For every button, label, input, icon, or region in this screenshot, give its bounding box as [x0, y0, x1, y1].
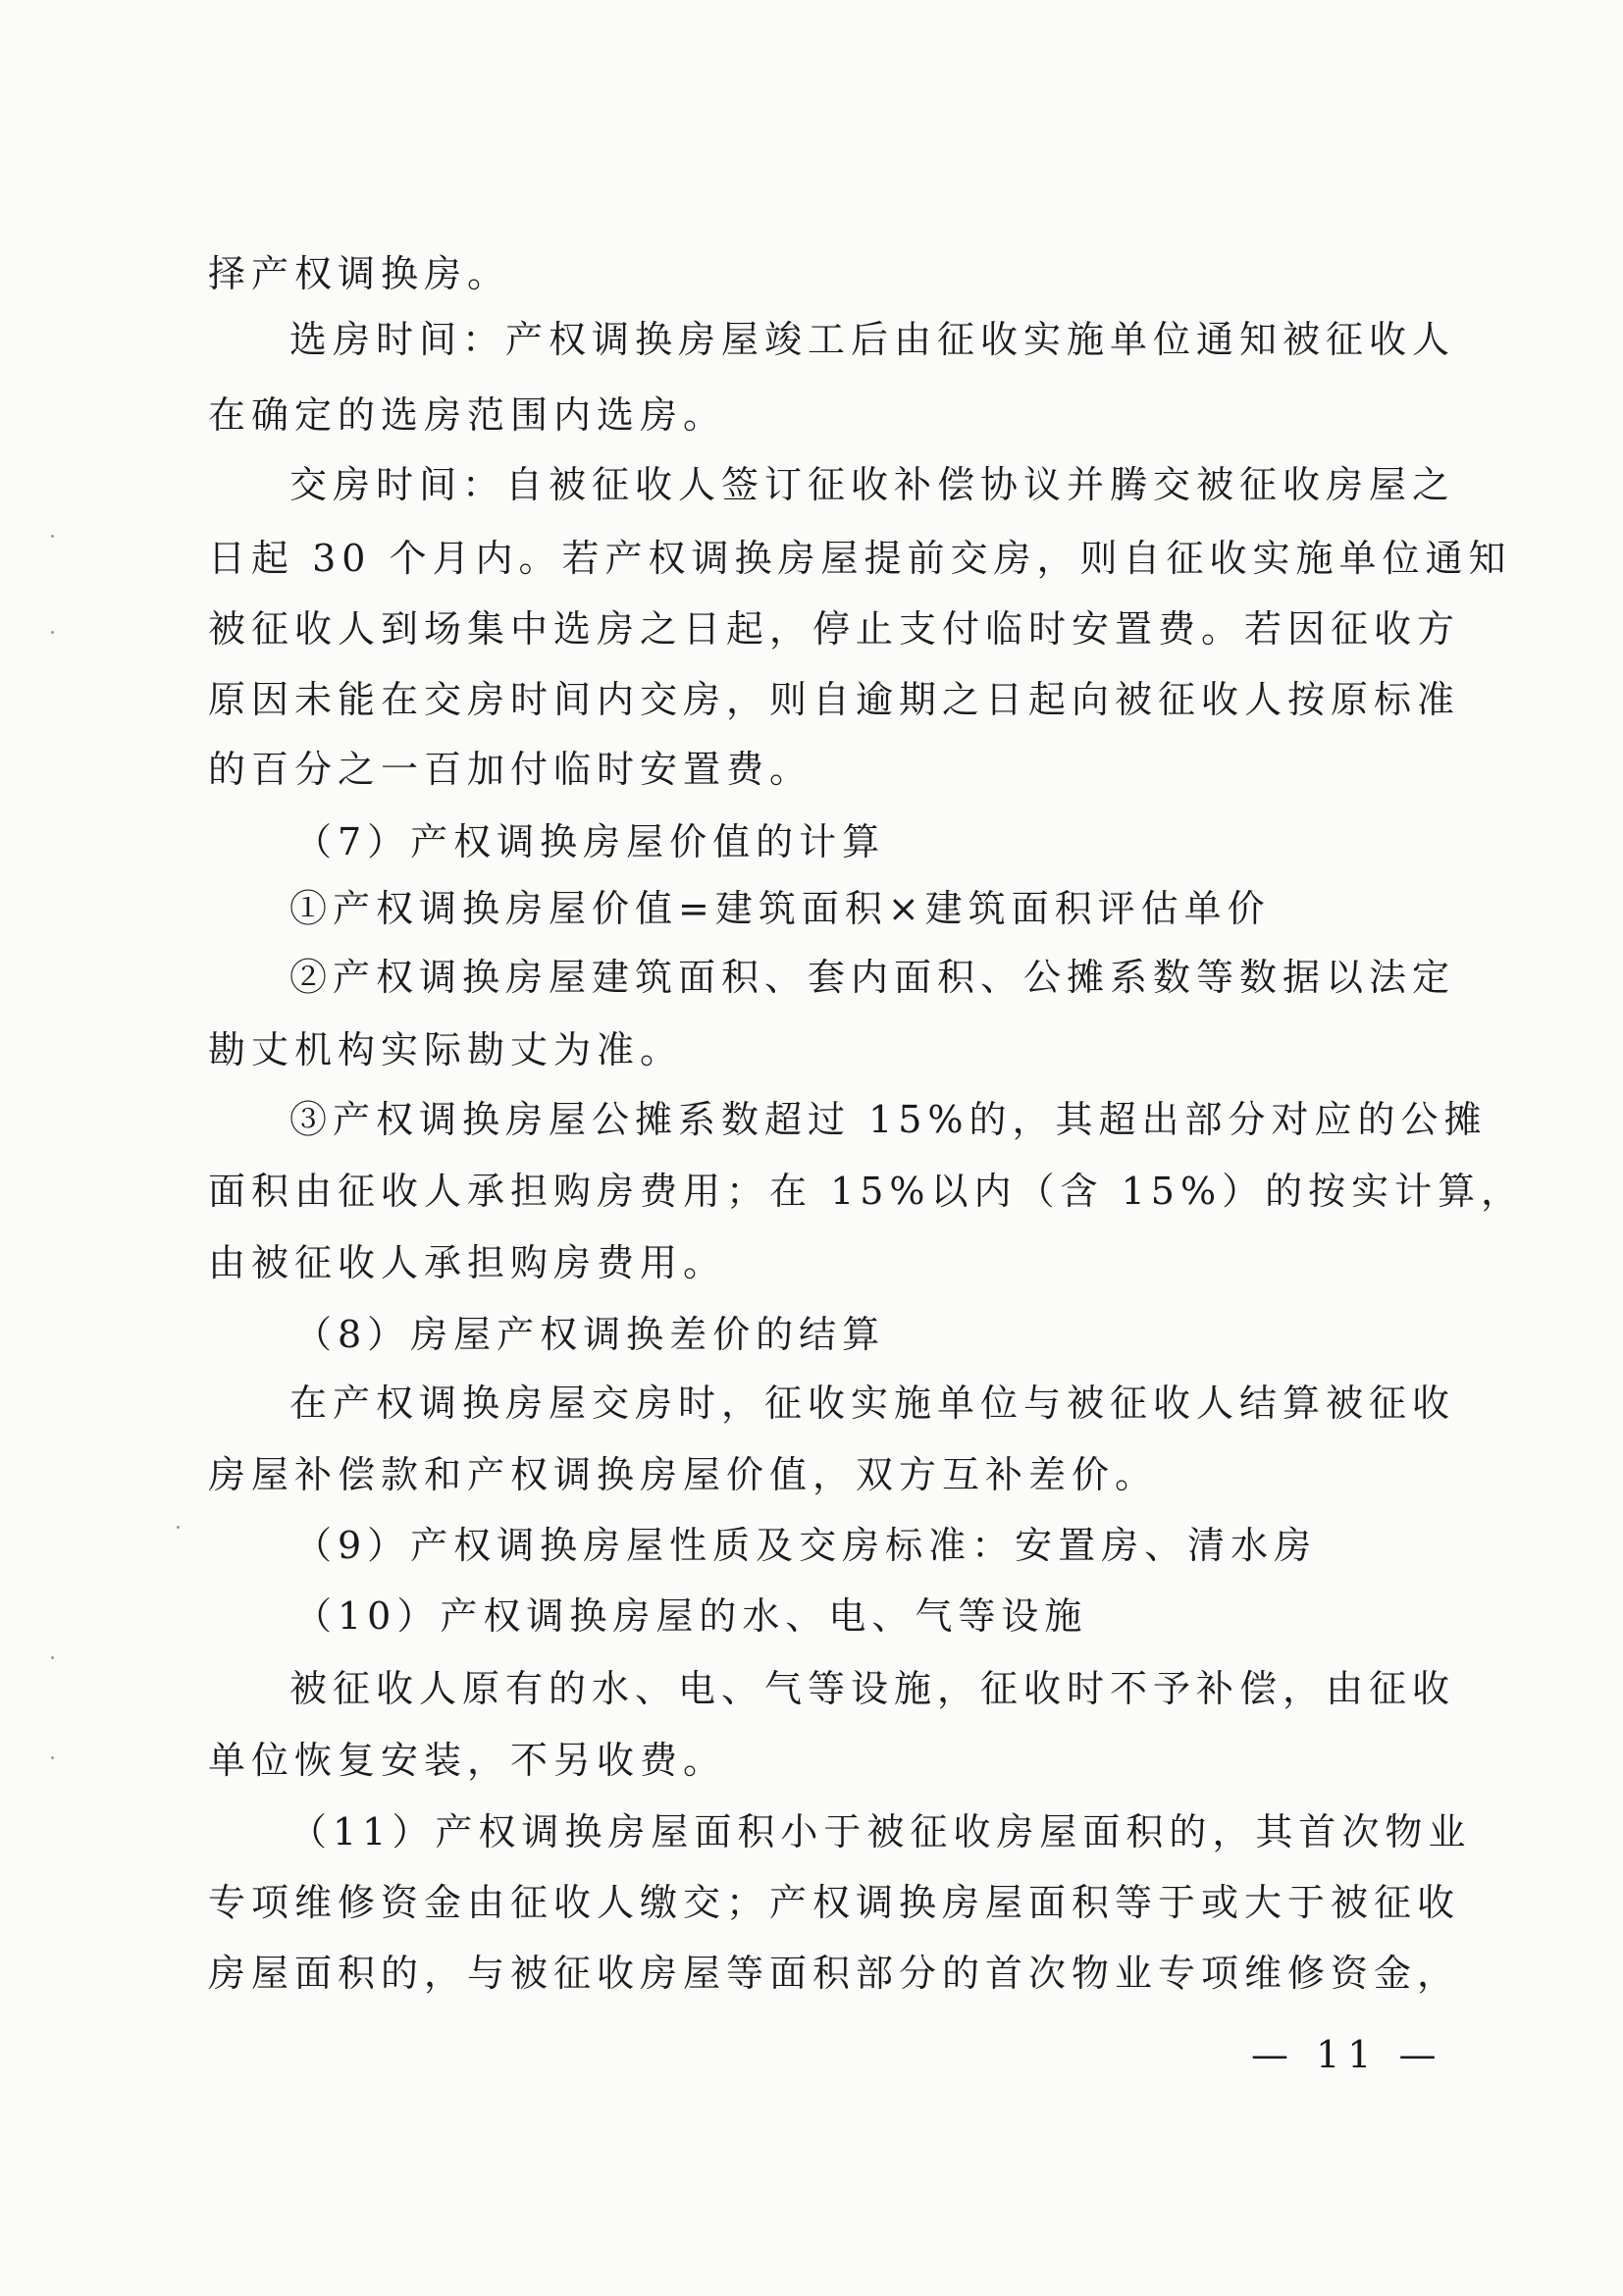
text-line: 被征收人到场集中选房之日起，停止支付临时安置费。若因征收方	[208, 607, 1461, 651]
text-line: 被征收人原有的水、电、气等设施，征收时不予补偿，由征收	[289, 1667, 1456, 1710]
text-line: 单位恢复安装，不另收费。	[208, 1739, 727, 1782]
section-heading: （10）产权调换房屋的水、电、气等设施	[294, 1594, 1088, 1638]
text-line: 择产权调换房。	[208, 252, 511, 295]
section-heading: （9）产权调换房屋性质及交房标准：安置房、清水房	[294, 1524, 1318, 1567]
scan-dot	[51, 631, 54, 634]
text-line: 专项维修资金由征收人缴交；产权调换房屋面积等于或大于被征收	[208, 1881, 1461, 1924]
text-line: 在确定的选房范围内选房。	[208, 393, 727, 437]
text-line: ①产权调换房屋价值=建筑面积×建筑面积评估单价	[289, 887, 1271, 930]
text-line: 由被征收人承担购房费用。	[208, 1241, 727, 1284]
text-line: ②产权调换房屋建筑面积、套内面积、公摊系数等数据以法定	[289, 956, 1456, 999]
scan-dot	[51, 1656, 54, 1659]
text-line: 勘丈机构实际勘丈为准。	[208, 1028, 684, 1071]
text-line: 房屋补偿款和产权调换房屋价值，双方互补差价。	[208, 1453, 1159, 1496]
section-heading: （8）房屋产权调换差价的结算	[294, 1313, 886, 1356]
text-line: 房屋面积的，与被征收房屋等面积部分的首次物业专项维修资金，	[208, 1952, 1461, 1995]
text-line: 交房时间：自被征收人签订征收补偿协议并腾交被征收房屋之	[289, 463, 1456, 506]
text-line: 选房时间：产权调换房屋竣工后由征收实施单位通知被征收人	[289, 318, 1456, 361]
text-line: 日起 30 个月内。若产权调换房屋提前交房，则自征收实施单位通知	[208, 537, 1512, 580]
section-heading: （11）产权调换房屋面积小于被征收房屋面积的，其首次物业	[289, 1810, 1472, 1853]
page-number: — 11 —	[1251, 2033, 1444, 2076]
scan-dot	[51, 1756, 54, 1759]
text-line: 的百分之一百加付临时安置费。	[208, 748, 813, 791]
text-line: 原因未能在交房时间内交房，则自逾期之日起向被征收人按原标准	[208, 678, 1461, 721]
text-line: ③产权调换房屋公摊系数超过 15%的，其超出部分对应的公摊	[289, 1098, 1488, 1141]
scan-dot	[177, 1526, 180, 1529]
text-line: 面积由征收人承担购房费用；在 15%以内（含 15%）的按实计算，	[208, 1170, 1525, 1213]
section-heading: （7）产权调换房屋价值的计算	[294, 820, 886, 863]
scan-dot	[51, 535, 54, 538]
text-line: 在产权调换房屋交房时，征收实施单位与被征收人结算被征收	[289, 1382, 1456, 1425]
